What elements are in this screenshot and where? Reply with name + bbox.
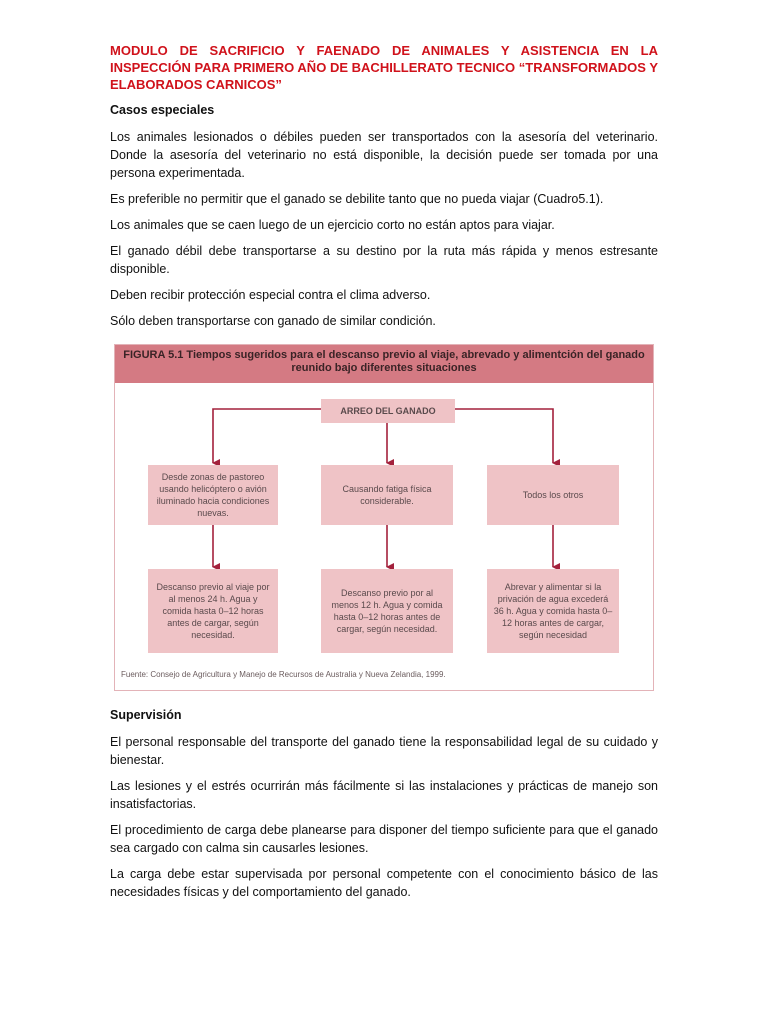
outcome-box-12h: Descanso previo por al menos 12 h. Agua y comida hasta 0–12 horas antes de cargar, según necesidad.: [321, 569, 453, 653]
paragraph: Es preferible no permitir que el ganado se debilite tanto que no pueda viajar (Cuadro5.1).: [110, 192, 604, 206]
paragraph: El ganado débil debe transportarse a su destino por la ruta más rápida y menos estresante disponible.: [110, 244, 658, 276]
figure-5-1: [114, 344, 654, 691]
section-heading-supervision: Supervisión: [110, 708, 182, 722]
root-box: ARREO DEL GANADO: [321, 399, 455, 423]
outcome-box-24h: Descanso previo al viaje por al menos 24 h. Agua y comida hasta 0–12 horas antes de cargar, según necesidad.: [148, 569, 278, 653]
paragraph: Los animales lesionados o débiles pueden ser transportados con la asesoría del veterinario. Donde la asesoría del veterinario no está disponible, la decisión puede ser tomada por una persona experimentada.: [110, 130, 658, 180]
figure-source: Fuente: Consejo de Agricultura y Manejo de Recursos de Australia y Nueva Zelandia, 1999.: [121, 670, 446, 679]
paragraph: Las lesiones y el estrés ocurrirán más fácilmente si las instalaciones y prácticas de manejo son insatisfactorias.: [110, 779, 658, 811]
paragraph: La carga debe estar supervisada por personal competente con el conocimiento básico de las necesidades físicas y del comportamiento del ganado.: [110, 867, 658, 899]
condition-box-helicopter: Desde zonas de pastoreo usando helicóptero o avión iluminado hacia condiciones nuevas.: [148, 465, 278, 525]
condition-box-fatigue: Causando fatiga física considerable.: [321, 465, 453, 525]
paragraph: Los animales que se caen luego de un ejercicio corto no están aptos para viajar.: [110, 218, 555, 232]
outcome-box-36h: Abrevar y alimentar si la privación de agua excederá 36 h. Agua y comida hasta 0–12 horas antes de cargar, según necesidad: [487, 569, 619, 653]
arrow-root-right: [455, 409, 553, 463]
paragraph: Deben recibir protección especial contra el clima adverso.: [110, 288, 431, 302]
arrow-root-left: [213, 409, 321, 463]
document-page: [110, 42, 658, 909]
paragraph: Sólo deben transportarse con ganado de similar condición.: [110, 314, 436, 328]
section-heading-casos-especiales: Casos especiales: [110, 103, 215, 117]
paragraph: El personal responsable del transporte del ganado tiene la responsabilidad legal de su cuidado y bienestar.: [110, 735, 658, 767]
condition-box-others: Todos los otros: [487, 465, 619, 525]
figure-title: FIGURA 5.1 Tiempos sugeridos para el descanso previo al viaje, abrevado y alimentción del ganado reunido bajo diferentes situaciones: [123, 349, 645, 374]
document-title: MODULO DE SACRIFICIO Y FAENADO DE ANIMALES Y ASISTENCIA EN LA INSPECCIÓN PARA PRIMERO AÑO DE BACHILLERATO TECNICO “TRANSFORMADOS Y ELABORADOS CARNICOS”: [110, 43, 658, 92]
paragraph: El procedimiento de carga debe planearse para disponer del tiempo suficiente para que el ganado sea cargado con calma sin causarles lesiones.: [110, 823, 658, 855]
